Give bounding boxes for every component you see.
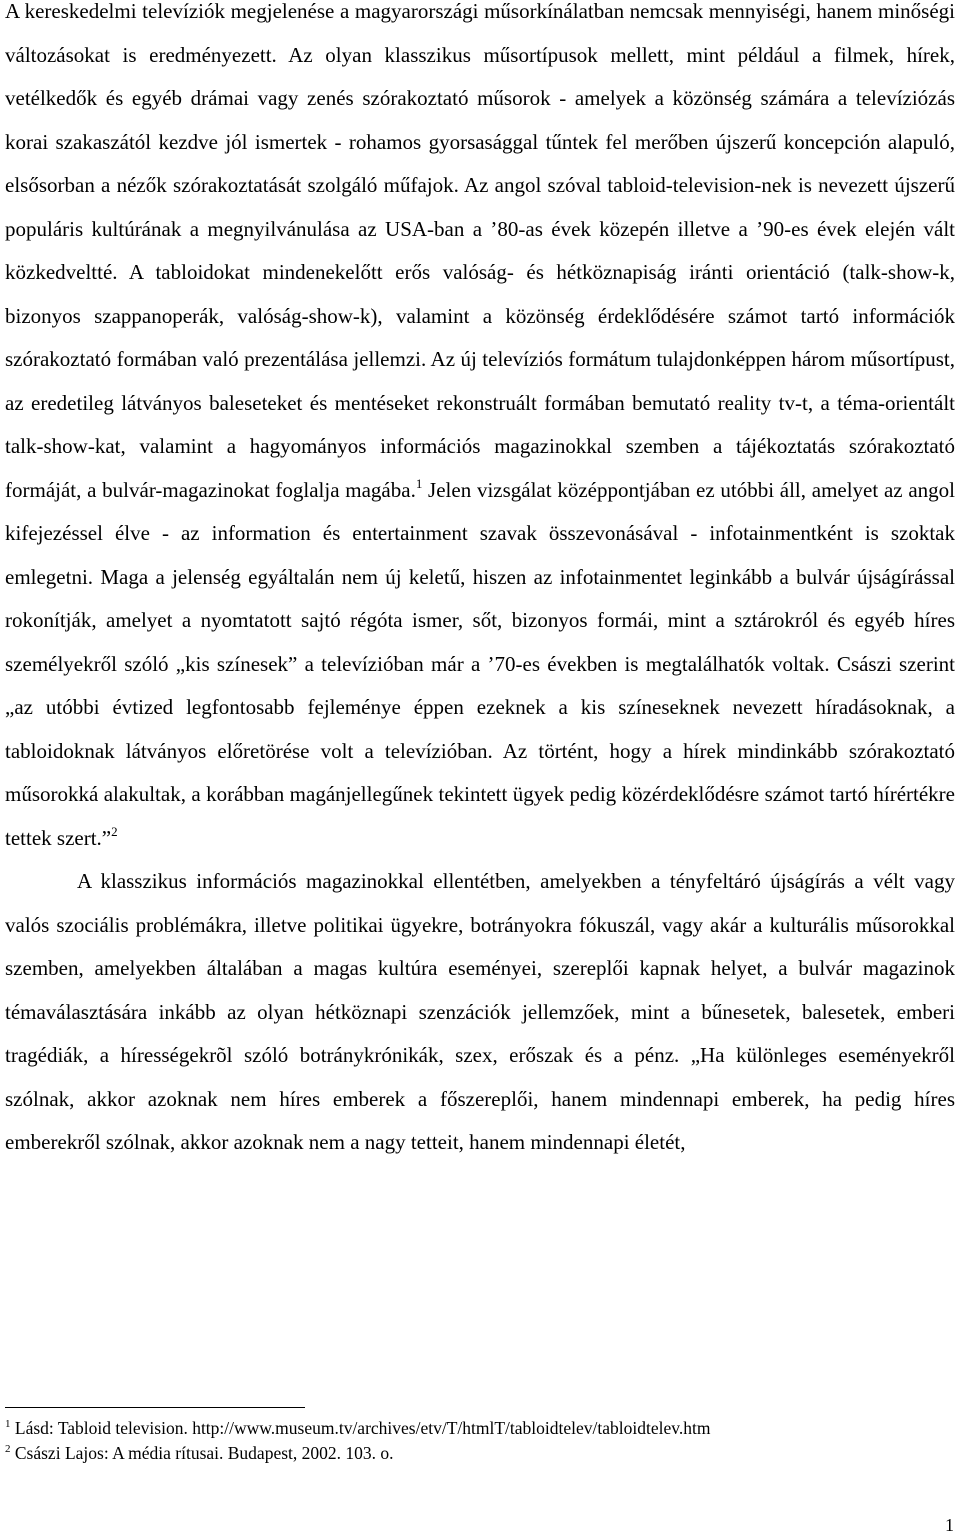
document-body bbox=[5, 0, 955, 1165]
paragraph-1 bbox=[5, 0, 955, 860]
footnote-2-text: Császi Lajos: A média rítusai. Budapest, 2002. 103. o. bbox=[14, 1443, 394, 1463]
paragraph-1-text-a: A kereskedelmi televíziók megjelenése a magyarországi műsorkínálatban nemcsak mennyiségi, hanem minőségi változásokat is eredményezett. Az olyan klasszikus műsortípusok mellett, mint például a filmek, hírek, vetélkedők és egyéb drámai vagy zenés szórakoztató műsorok - amelyek a közönség számára a televíziózás korai szakaszától kezdve jól ismertek - rohamos gyorsasággal tűntek fel merőben újszerű koncepción alapuló, elsősorban a nézők szórakoztatását szolgáló műfajok. Az angol szóval tabloid-television-nek is nevezett újszerű populáris kultúrának a megnyilvánulása az USA-ban a ’80-as évek közepén illetve a ’90-es évek elején vált közkedveltté. A tabloidokat mindenekelőtt erős valóság- és hétköznapiság iránti orientáció (talk-show-k, bizonyos szappanoperák, valóság-show-k), valamint a közönség érdeklődésére számot tartó információk szórakoztató formában való prezentálása jellemzi. Az új televíziós formátum tulajdonképpen három műsortípust, az eredetileg látványos baleseteket és mentéseket rekonstruált formában bemutató reality tv-t, a téma-orientált talk-show-kat, valamint a hagyományos információs magazinokkal szemben a tájékoztatás szórakoztató formáját, a bulvár-magazinokat foglalja magába. bbox=[5, 0, 955, 502]
paragraph-2 bbox=[5, 860, 955, 1165]
footnotes bbox=[5, 1416, 955, 1466]
footnote-1-number: 1 bbox=[5, 1418, 11, 1430]
paragraph-1-text-b: Jelen vizsgálat középpontjában ez utóbbi áll, amelyet az angol kifejezéssel élve - az information és entertainment szavak összevonásával - infotainmentként is szoktak emlegetni. Maga a jelenség egyáltalán nem új keletű, hiszen az infotainmentet leginkább a bulvár újságírással rokonítják, amelyet a nyomtatott sajtó régóta ismer, sőt, bizonyos formái, mint a sztárokról és egyéb híres személyekről szóló „kis színesek” a televízióban már a ’70-es években is megtalálhatók voltak. Császi szerint „az utóbbi évtized legfontosabb fejleménye éppen ezeknek a kis színeseknek nevezett híradásoknak, a tabloidoknak látványos előretörése volt a televízióban. Az történt, hogy a hírek mindinkább szórakoztató műsorokká alakultak, a korábban magánjellegűnek tekintett ügyek pedig közérdeklődésre számot tartó hírértékre tettek szert.” bbox=[5, 477, 955, 850]
footnote-ref-2[interactable]: 2 bbox=[111, 823, 118, 839]
footnote-1-text: Lásd: Tabloid television. http://www.museum.tv/archives/etv/T/htmlT/tabloidtelev/tabloidtelev.htm bbox=[14, 1418, 711, 1438]
footnote-2-number: 2 bbox=[5, 1443, 11, 1455]
footnote-2 bbox=[5, 1441, 955, 1466]
page-number: 1 bbox=[945, 1515, 954, 1535]
paragraph-2-text: A klasszikus információs magazinokkal ellentétben, amelyekben a tényfeltáró újságírás a vélt vagy valós szociális problémákra, illetve politikai ügyekre, botrányokra fókuszál, vagy akár a kulturális műsorokkal szemben, amelyekben általában a magas kultúra eseményei, szereplői kapnak helyet, a bulvár magazinok témaválasztására inkább az olyan hétköznapi szenzációk jellemzőek, mint a bűnesetek, balesetek, emberi tragédiák, a hírességekrõl szóló botránykrónikák, szex, erőszak és a pénz. „Ha különleges eseményekről szólnak, akkor azoknak nem híres emberek a főszereplői, hanem mindennapi emberek, ha pedig híres emberekről szólnak, akkor azoknak nem a nagy tetteit, hanem mindennapi életét, bbox=[5, 869, 955, 1154]
footnote-1 bbox=[5, 1416, 955, 1441]
footnote-separator bbox=[5, 1407, 305, 1408]
footnote-ref-1[interactable]: 1 bbox=[415, 475, 423, 491]
